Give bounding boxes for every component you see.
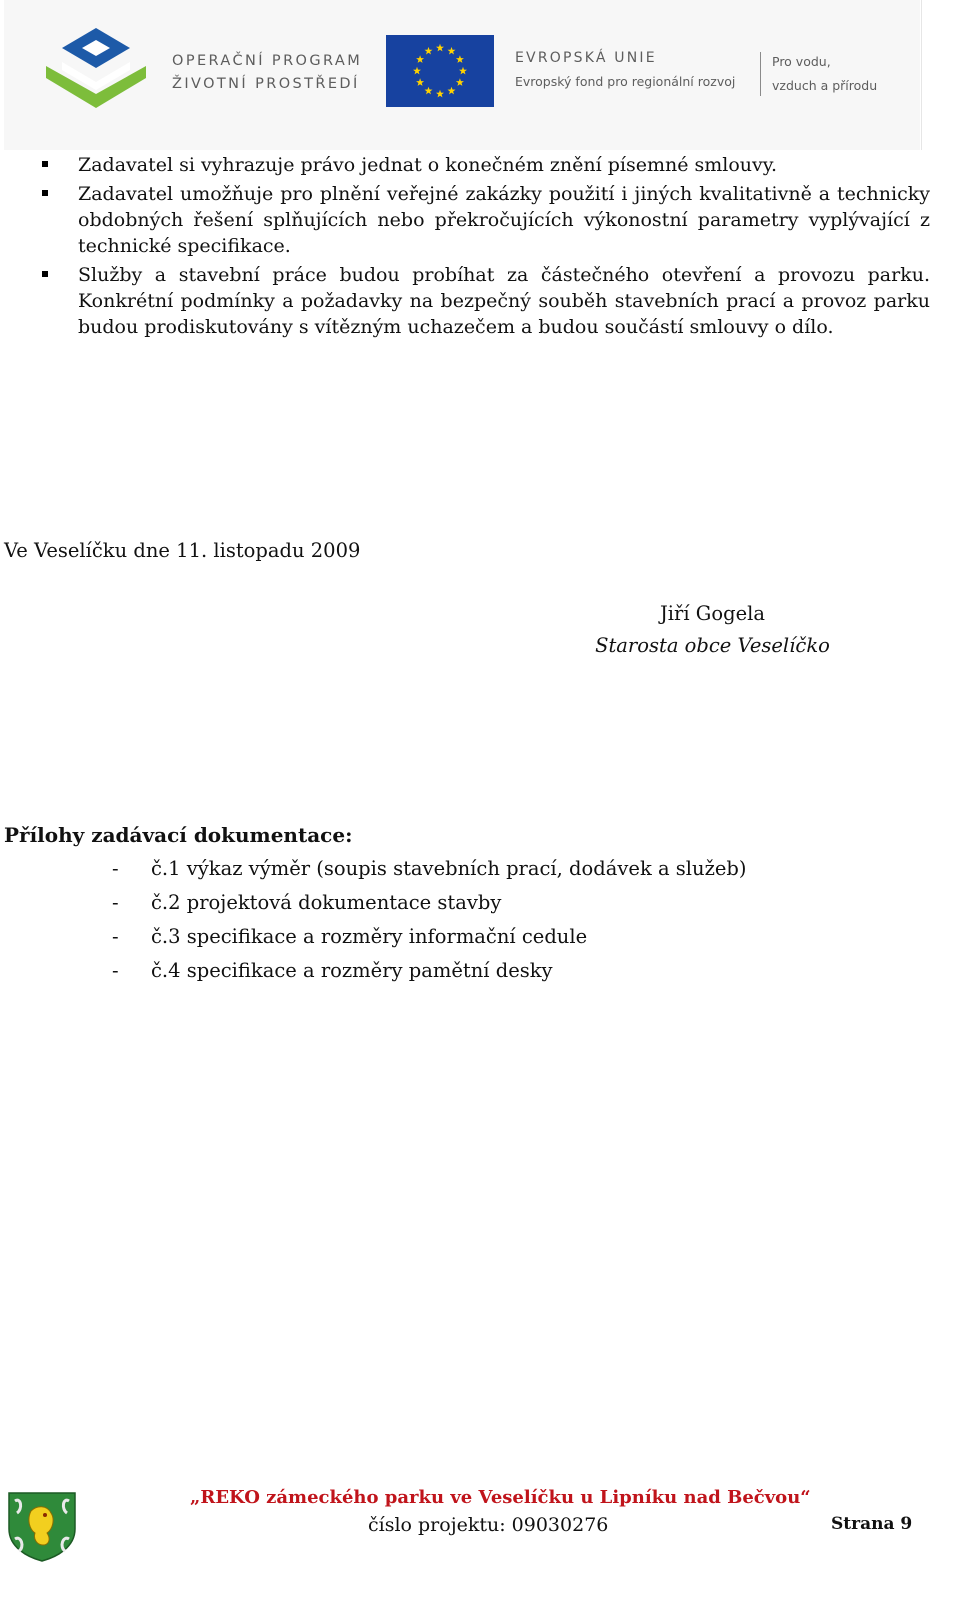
bullet-square-icon: [42, 190, 48, 196]
page-number: Strana 9: [831, 1514, 913, 1534]
attachment-text: č.2 projektová dokumentace stavby: [151, 891, 502, 914]
list-item: [40, 262, 930, 340]
bullet-square-icon: [42, 161, 48, 167]
programme-line-2: ŽIVOTNÍ PROSTŘEDÍ: [172, 76, 360, 92]
attachment-text: č.1 výkaz výměr (soupis stavebních prací, dodávek a služeb): [151, 857, 747, 880]
motto-divider: [760, 52, 761, 96]
attachment-text: č.3 specifikace a rozměry informační cedule: [151, 925, 588, 948]
motto-line-1: Pro vodu,: [772, 54, 831, 69]
dash: -: [112, 925, 119, 948]
place-and-date: Ve Veselíčku dne 11. listopadu 2009: [4, 539, 361, 562]
programme-name: [172, 50, 362, 96]
list-item: [112, 857, 747, 891]
signer-name: Jiří Gogela: [659, 602, 765, 625]
eu-fund-name: Evropský fond pro regionální rozvoj: [515, 74, 736, 89]
signer-role: Starosta obce Veselíčko: [595, 634, 830, 657]
attachment-text: č.4 specifikace a rozměry pamětní desky: [151, 959, 553, 982]
dash: -: [112, 959, 119, 982]
municipal-crest-icon: [5, 1489, 79, 1563]
eu-flag-icon: [386, 35, 494, 107]
list-item: [40, 181, 930, 259]
motto-line-2: vzduch a přírodu: [772, 78, 878, 93]
attachments-title: Přílohy zadávací dokumentace:: [4, 823, 353, 847]
programme-line-1: OPERAČNÍ PROGRAM: [172, 53, 363, 69]
project-number: číslo projektu: 09030276: [368, 1514, 609, 1536]
list-item-text: Služby a stavební práce budou probíhat za částečného otevření a provozu parku. Konkrétní podmínky a požadavky na bezpečný souběh stavebních prací a provoz parku budou prodiskutovány s vítězným uchazečem a budou součástí smlouvy o dílo.: [78, 264, 930, 338]
list-item: [40, 152, 930, 178]
list-item: [112, 925, 747, 959]
attachments-list: [112, 857, 747, 993]
eu-title: EVROPSKÁ UNIE: [515, 50, 657, 66]
op-zp-logo-icon: [38, 26, 154, 116]
conditions-list: [40, 152, 930, 343]
dash: -: [112, 857, 119, 880]
bullet-square-icon: [42, 271, 48, 277]
list-item: [112, 891, 747, 925]
dash: -: [112, 891, 119, 914]
header-divider: [921, 0, 922, 150]
list-item-text: Zadavatel umožňuje pro plnění veřejné zakázky použití i jiných kvalitativně a technicky obdobných řešení splňujících nebo překročujících výkonostní parametry vyplývající z technické specifikace.: [78, 183, 930, 257]
motto: [772, 50, 877, 98]
project-title: „REKO zámeckého parku ve Veselíčku u Lipníku nad Bečvou“: [190, 1487, 811, 1508]
list-item-text: Zadavatel si vyhrazuje právo jednat o konečném znění písemné smlouvy.: [78, 154, 778, 176]
list-item: [112, 959, 747, 993]
